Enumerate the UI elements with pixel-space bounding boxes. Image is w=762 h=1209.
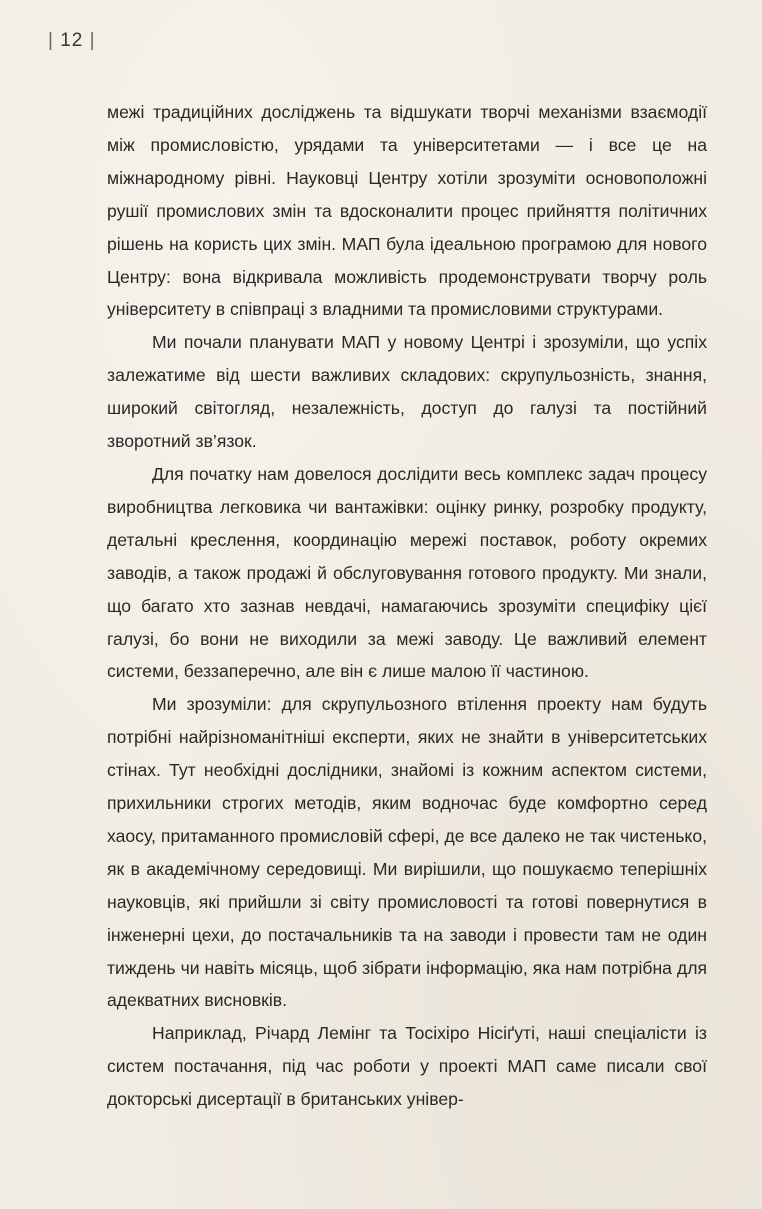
page-number-value: 12 [60, 30, 84, 51]
paragraph-1: межі традиційних досліджень та відшукати творчі механізми взаємодії між промисловістю, урядами та університетами — і все це на міжнародному рівні. Науковці Центру хотіли зрозуміти основоположні рушії промислових змін та вдосконалити процес прийняття політичних рішень на користь цих змін. МАП була ідеальною програмою для нового Центру: вона відкривала можливість продемонструвати творчу роль університету в співпраці з владними та промисловими структурами. [107, 102, 707, 320]
page-number-right-bar: | [89, 30, 96, 51]
paragraph-5: Наприклад, Річард Лемінг та Тосіхіро Нісіґуті, наші спеціалісти із систем постачання, під час роботи у проекті МАП саме писали свої докторські дисертації в британських універ- [107, 1023, 707, 1110]
paragraph-2: Ми почали планувати МАП у новому Центрі і зрозуміли, що успіх залежатиме від шести важливих складових: скрупульозність, знання, широкий світогляд, незалежність, доступ до галузі та постійний зворотний зв’язок. [107, 332, 707, 452]
paragraph-3: Для початку нам довелося дослідити весь комплекс задач процесу виробництва легковика чи вантажівки: оцінку ринку, розробку продукту, детальні креслення, координацію мережі поставок, роботу окремих заводів, а також продажі й обслуговування готового продукту. Ми знали, що багато хто зазнав невдачі, намагаючись зрозуміти специфіку цієї галузі, бо вони не виходили за межі заводу. Це важливий елемент системи, беззаперечно, але він є лише малою її частиною. [107, 463, 707, 682]
paragraph-4: Ми зрозуміли: для скрупульозного втілення проекту нам будуть потрібні найрізноманітніші експерти, яких не знайти в університетських стінах. Тут необхідні дослідники, знайомі із кожним аспектом системи, прихильники строгих методів, яким водночас буде комфортно серед хаосу, притаманного промисловій сфері, де все далеко не так чистенько, як в академічному середовищі. Ми вирішили, що пошукаємо теперішніх науковців, які прийшли зі світу промисловості та готові повернутися в інженерні цехи, до постачальників та на заводи і провести там не один тиждень чи навіть місяць, щоб зібрати інформацію, яка нам потрібна для адекватних висновків. [107, 694, 707, 1011]
page-number [48, 30, 96, 52]
body-text [107, 96, 707, 1116]
page-number-left-bar: | [48, 30, 54, 51]
